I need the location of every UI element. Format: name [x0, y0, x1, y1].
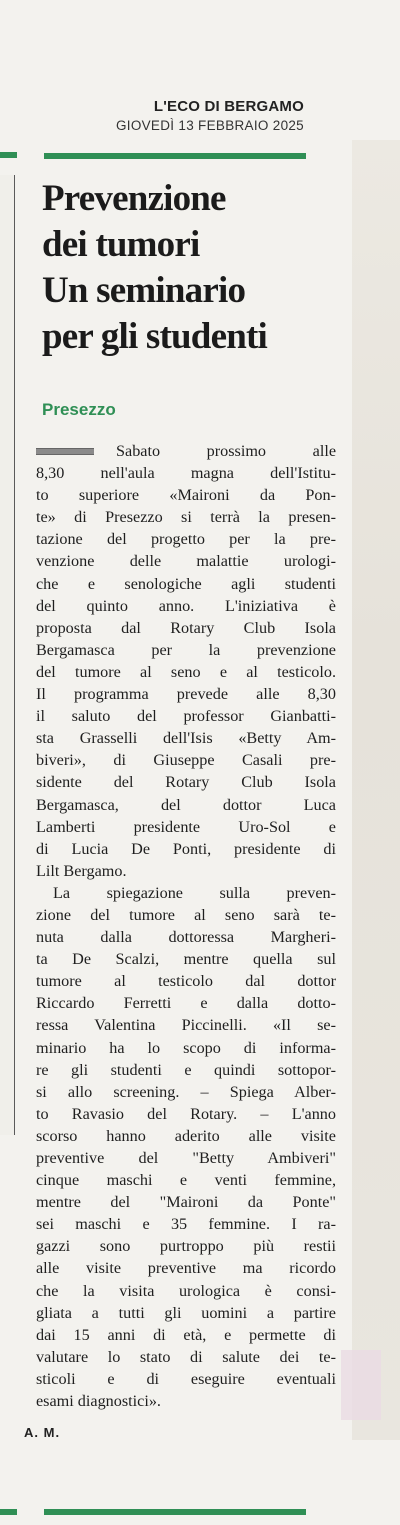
newspaper-name: L'ECO DI BERGAMO [153, 98, 304, 115]
article-text-line: biveri», di Giuseppe Casali pre- [36, 751, 336, 770]
article-text-line: valutare lo stato di salute dei te- [36, 1347, 336, 1366]
author-signature: A. M. [24, 1425, 61, 1440]
article-text-line: cinque maschi e venti femmine, [36, 1171, 336, 1190]
top-rule-left [0, 152, 17, 158]
article-text-line: del quinto anno. L'iniziativa è [36, 596, 336, 615]
article-headline [42, 176, 342, 360]
article-text-line: venzione delle malattie urologi- [36, 552, 336, 571]
article-text-line: zione del tumore al seno sarà te- [36, 905, 336, 924]
article-text-line: Lilt Bergamo. [36, 861, 127, 880]
article-text-line: 8,30 nell'aula magna dell'Istitu- [36, 464, 336, 483]
article-text-line: scorso hanno aderito alle visite [36, 1126, 336, 1145]
article-text-line: gazzi sono purtroppo più restii [36, 1237, 336, 1256]
article-text-line: che la visita urologica è consi- [36, 1281, 336, 1300]
article-text-line: Bergamasca, del dottor Luca [36, 795, 336, 814]
article-text-line: ta De Scalzi, mentre quella sul [36, 950, 336, 969]
article-text-line: mentre del "Maironi da Ponte" [36, 1193, 336, 1212]
adjacent-page-edge [0, 175, 15, 1135]
article-lead-text: Sabato prossimo alle [116, 442, 336, 460]
headline-line: Un seminario [42, 270, 246, 311]
adjacent-color-patch [341, 1350, 381, 1420]
article-text-line: to superiore «Maironi da Pon- [36, 486, 336, 505]
article-text-line: Riccardo Ferretti e dalla dotto- [36, 994, 336, 1013]
top-rule [44, 153, 306, 159]
article-text-line: minario ha lo scopo di informa- [36, 1038, 336, 1057]
article-text-line: di Lucia De Ponti, presidente di [36, 839, 336, 858]
article-text-line: alle visite preventive ma ricordo [36, 1259, 336, 1278]
article-text-line: proposta dal Rotary Club Isola [36, 618, 336, 637]
article-text-line: La spiegazione sulla preven- [53, 883, 336, 902]
article-text-line: tumore al testicolo dal dottor [36, 972, 336, 991]
masthead [116, 98, 304, 133]
bottom-rule-left [0, 1509, 17, 1515]
article-text-line: Lamberti presidente Uro-Sol e [36, 817, 336, 836]
article-text-line: te» di Presezzo si terrà la presen- [36, 508, 336, 527]
headline-line: Prevenzione [42, 178, 226, 219]
publication-date: GIOVEDÌ 13 FEBBRAIO 2025 [115, 118, 304, 133]
article-lead-line [36, 440, 336, 462]
article-text-line: Bergamasca per la prevenzione [36, 640, 336, 659]
article-text-line: sidente del Rotary Club Isola [36, 773, 336, 792]
article-text-line: sei maschi e 35 femmine. I ra- [36, 1215, 336, 1234]
article-text-line: gliata a tutti gli uomini a partire [36, 1303, 336, 1322]
article-text-line: esami diagnostici». [36, 1392, 161, 1411]
article-text-line: del tumore al seno e al testicolo. [36, 662, 336, 681]
article-body [36, 440, 336, 1412]
headline-line: dei tumori [42, 224, 200, 265]
headline-line: per gli studenti [42, 316, 267, 357]
article-text-line: Il programma prevede alle 8,30 [36, 685, 336, 704]
article-text-line: il saluto del professor Gianbatti- [36, 707, 336, 726]
article-text-line: sta Grasselli dell'Isis «Betty Am- [36, 729, 336, 748]
article-text-line: to Ravasio del Rotary. – L'anno [36, 1104, 336, 1123]
article-text-line: ressa Valentina Piccinelli. «Il se- [36, 1016, 336, 1035]
article-location: Presezzo [42, 400, 116, 419]
article-text-line: si allo screening. – Spiega Alber- [36, 1082, 336, 1101]
bottom-rule [44, 1509, 306, 1515]
lead-marker-bar [36, 448, 94, 455]
article-text-line: sticoli e di eseguire eventuali [36, 1369, 336, 1388]
article-text-line: preventive del "Betty Ambiveri" [36, 1149, 336, 1167]
adjacent-column-strip [352, 140, 400, 1440]
article-text-line: tazione del progetto per la pre- [36, 530, 336, 549]
article-text-line: dai 15 anni di età, e permette di [36, 1325, 336, 1344]
article-text-line: re gli studenti e quindi sottopor- [36, 1060, 336, 1079]
article-text-line: nuta dalla dottoressa Margheri- [36, 928, 336, 947]
article-text-line: che e senologiche agli studenti [36, 574, 336, 593]
